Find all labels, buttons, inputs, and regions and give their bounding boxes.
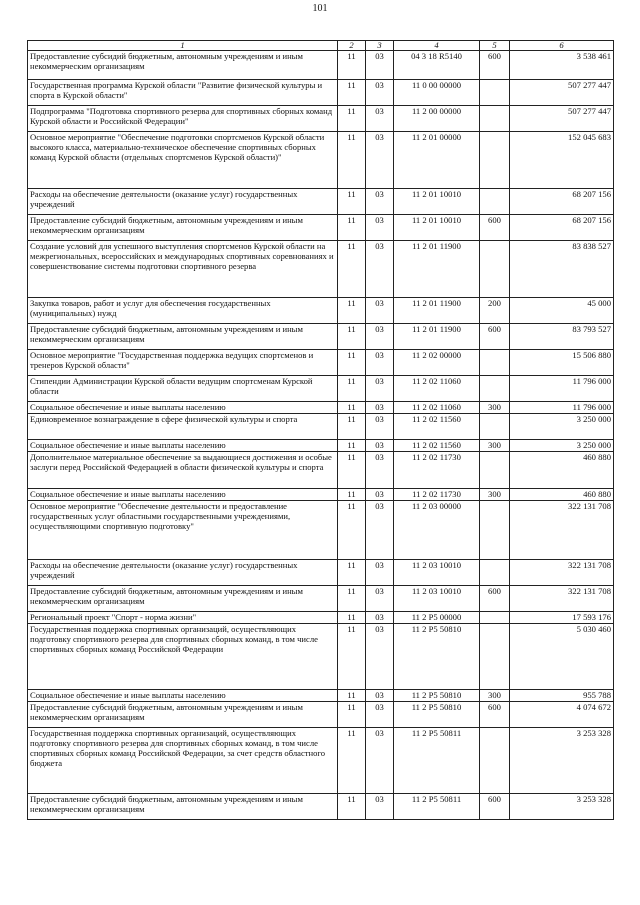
row-section: 11 — [338, 80, 366, 106]
row-amount: 3 250 000 — [510, 414, 614, 440]
row-name: Подпрограмма "Подготовка спортивного резерва для спортивных сборных команд Курской области и Российской Федерации" — [28, 106, 338, 132]
table-row — [28, 241, 614, 298]
page-number: 101 — [312, 3, 328, 14]
row-expense-type — [480, 241, 510, 298]
row-expense-type — [480, 501, 510, 560]
row-amount: 11 796 000 — [510, 376, 614, 402]
row-expense-type — [480, 624, 510, 690]
row-expense-type: 300 — [480, 489, 510, 501]
column-header-section: 2 — [338, 41, 366, 51]
table-row — [28, 586, 614, 612]
row-expense-type: 600 — [480, 51, 510, 80]
row-name: Социальное обеспечение и иные выплаты населению — [28, 690, 338, 702]
row-target-article: 11 2 01 00000 — [394, 132, 480, 189]
row-target-article: 11 2 01 11900 — [394, 324, 480, 350]
row-subsection: 03 — [366, 376, 394, 402]
row-section: 11 — [338, 612, 366, 624]
row-target-article: 11 2 P5 00000 — [394, 612, 480, 624]
row-subsection: 03 — [366, 106, 394, 132]
row-target-article: 11 2 P5 50811 — [394, 728, 480, 794]
table-row — [28, 106, 614, 132]
row-expense-type — [480, 728, 510, 794]
row-subsection: 03 — [366, 501, 394, 560]
row-subsection: 03 — [366, 215, 394, 241]
row-section: 11 — [338, 298, 366, 324]
table-row — [28, 215, 614, 241]
row-amount: 3 253 328 — [510, 728, 614, 794]
row-subsection: 03 — [366, 560, 394, 586]
table-row — [28, 402, 614, 414]
row-subsection: 03 — [366, 452, 394, 489]
row-subsection: 03 — [366, 702, 394, 728]
row-section: 11 — [338, 452, 366, 489]
column-header-target-article: 4 — [394, 41, 480, 51]
row-expense-type — [480, 106, 510, 132]
row-section: 11 — [338, 324, 366, 350]
row-expense-type — [480, 80, 510, 106]
row-subsection: 03 — [366, 489, 394, 501]
row-subsection: 03 — [366, 298, 394, 324]
column-header-subsection: 3 — [366, 41, 394, 51]
row-name: Стипендии Администрации Курской области ведущим спортсменам Курской области — [28, 376, 338, 402]
row-target-article: 11 2 02 11560 — [394, 414, 480, 440]
row-expense-type — [480, 376, 510, 402]
row-subsection: 03 — [366, 624, 394, 690]
row-name: Государственная программа Курской области "Развитие физической культуры и спорта в Курской области" — [28, 80, 338, 106]
row-name: Основное мероприятие "Обеспечение деятельности и предоставление государственных услуг областными государственными учреждениями, осуществляющими спортивную подготовку" — [28, 501, 338, 560]
row-amount: 45 000 — [510, 298, 614, 324]
table-row — [28, 440, 614, 452]
table-row — [28, 51, 614, 80]
row-target-article: 11 2 03 10010 — [394, 560, 480, 586]
row-expense-type — [480, 132, 510, 189]
row-amount: 4 074 672 — [510, 702, 614, 728]
row-expense-type: 300 — [480, 440, 510, 452]
row-amount: 507 277 447 — [510, 80, 614, 106]
row-expense-type: 200 — [480, 298, 510, 324]
row-target-article: 11 2 P5 50810 — [394, 624, 480, 690]
row-section: 11 — [338, 440, 366, 452]
row-name: Закупка товаров, работ и услуг для обеспечения государственных (муниципальных) нужд — [28, 298, 338, 324]
row-amount: 322 131 708 — [510, 560, 614, 586]
row-target-article: 11 2 02 11560 — [394, 440, 480, 452]
row-expense-type: 300 — [480, 690, 510, 702]
row-section: 11 — [338, 376, 366, 402]
row-amount: 322 131 708 — [510, 501, 614, 560]
row-name: Государственная поддержка спортивных организаций, осуществляющих подготовку спортивного резерва для спортивных сборных команд, в том числе спортивных сборных команд Российской Федерации — [28, 624, 338, 690]
row-section: 11 — [338, 402, 366, 414]
row-target-article: 11 2 01 11900 — [394, 298, 480, 324]
row-expense-type: 300 — [480, 402, 510, 414]
row-amount: 11 796 000 — [510, 402, 614, 414]
row-name: Предоставление субсидий бюджетным, автономным учреждениям и иным некоммерческим организациям — [28, 324, 338, 350]
row-amount: 3 250 000 — [510, 440, 614, 452]
row-expense-type: 600 — [480, 215, 510, 241]
row-target-article: 11 2 P5 50811 — [394, 794, 480, 820]
row-amount: 460 880 — [510, 489, 614, 501]
row-section: 11 — [338, 560, 366, 586]
column-header-expense-type: 5 — [480, 41, 510, 51]
row-expense-type: 600 — [480, 324, 510, 350]
row-name: Дополнительное материальное обеспечение за выдающиеся достижения и особые заслуги перед Российской Федерацией в области физической культуры и спорта — [28, 452, 338, 489]
table-row — [28, 414, 614, 440]
row-amount: 68 207 156 — [510, 215, 614, 241]
row-section: 11 — [338, 702, 366, 728]
table-row — [28, 794, 614, 820]
row-section: 11 — [338, 215, 366, 241]
row-amount: 15 506 880 — [510, 350, 614, 376]
row-expense-type — [480, 560, 510, 586]
row-section: 11 — [338, 624, 366, 690]
row-amount: 955 788 — [510, 690, 614, 702]
row-target-article: 11 2 03 10010 — [394, 586, 480, 612]
row-target-article: 11 2 P5 50810 — [394, 690, 480, 702]
row-expense-type: 600 — [480, 586, 510, 612]
row-name: Предоставление субсидий бюджетным, автономным учреждениям и иным некоммерческим организациям — [28, 215, 338, 241]
table-row — [28, 132, 614, 189]
row-name: Социальное обеспечение и иные выплаты населению — [28, 402, 338, 414]
row-name: Предоставление субсидий бюджетным, автономным учреждениям и иным некоммерческим организациям — [28, 586, 338, 612]
row-expense-type: 600 — [480, 794, 510, 820]
row-subsection: 03 — [366, 324, 394, 350]
row-amount: 5 030 460 — [510, 624, 614, 690]
row-name: Расходы на обеспечение деятельности (оказание услуг) государственных учреждений — [28, 189, 338, 215]
row-name: Единовременное вознаграждение в сфере физической культуры и спорта — [28, 414, 338, 440]
row-subsection: 03 — [366, 728, 394, 794]
row-section: 11 — [338, 350, 366, 376]
row-target-article: 11 2 02 11060 — [394, 376, 480, 402]
row-name: Основное мероприятие "Обеспечение подготовки спортсменов Курской области высокого класса, материально-техническое обеспечение спортивных сборных команд Курской области (отдельных спортсменов Курской области)" — [28, 132, 338, 189]
row-section: 11 — [338, 794, 366, 820]
row-section: 11 — [338, 51, 366, 80]
row-name: Предоставление субсидий бюджетным, автономным учреждениям и иным некоммерческим организациям — [28, 51, 338, 80]
row-amount: 507 277 447 — [510, 106, 614, 132]
row-expense-type — [480, 414, 510, 440]
row-amount: 83 793 527 — [510, 324, 614, 350]
table-row — [28, 324, 614, 350]
table-row — [28, 350, 614, 376]
column-header-amount: 6 — [510, 41, 614, 51]
row-target-article: 11 2 01 11900 — [394, 241, 480, 298]
table-row — [28, 560, 614, 586]
row-target-article: 11 2 02 11730 — [394, 489, 480, 501]
row-section: 11 — [338, 489, 366, 501]
row-amount: 17 593 176 — [510, 612, 614, 624]
table-row — [28, 189, 614, 215]
row-section: 11 — [338, 501, 366, 560]
row-amount: 3 538 461 — [510, 51, 614, 80]
table-row — [28, 728, 614, 794]
row-target-article: 11 2 00 00000 — [394, 106, 480, 132]
budget-table — [27, 40, 614, 820]
row-subsection: 03 — [366, 794, 394, 820]
row-subsection: 03 — [366, 612, 394, 624]
row-subsection: 03 — [366, 241, 394, 298]
row-subsection: 03 — [366, 402, 394, 414]
row-subsection: 03 — [366, 189, 394, 215]
table-row — [28, 612, 614, 624]
row-amount: 152 045 683 — [510, 132, 614, 189]
table-header-row — [28, 41, 614, 51]
row-amount: 68 207 156 — [510, 189, 614, 215]
table-row — [28, 376, 614, 402]
row-section: 11 — [338, 586, 366, 612]
row-amount: 460 880 — [510, 452, 614, 489]
table-row — [28, 298, 614, 324]
row-section: 11 — [338, 132, 366, 189]
row-expense-type — [480, 452, 510, 489]
row-target-article: 11 2 01 10010 — [394, 215, 480, 241]
table-row — [28, 501, 614, 560]
column-header-name: 1 — [28, 41, 338, 51]
row-section: 11 — [338, 690, 366, 702]
table-row — [28, 80, 614, 106]
row-name: Региональный проект "Спорт - норма жизни" — [28, 612, 338, 624]
table-row — [28, 624, 614, 690]
table-row — [28, 489, 614, 501]
row-target-article: 11 2 02 11730 — [394, 452, 480, 489]
row-section: 11 — [338, 414, 366, 440]
row-section: 11 — [338, 106, 366, 132]
row-name: Создание условий для успешного выступления спортсменов Курской области на межрегиональных, всероссийских и международных спортивных соревнованиях и совершенствование системы подготовки спортивного резерва — [28, 241, 338, 298]
row-target-article: 11 2 03 00000 — [394, 501, 480, 560]
row-amount: 3 253 328 — [510, 794, 614, 820]
row-section: 11 — [338, 728, 366, 794]
row-subsection: 03 — [366, 350, 394, 376]
row-target-article: 11 2 02 11060 — [394, 402, 480, 414]
row-name: Социальное обеспечение и иные выплаты населению — [28, 489, 338, 501]
row-subsection: 03 — [366, 440, 394, 452]
row-subsection: 03 — [366, 80, 394, 106]
row-name: Основное мероприятие "Государственная поддержка ведущих спортсменов и тренеров Курской области" — [28, 350, 338, 376]
row-expense-type — [480, 189, 510, 215]
row-section: 11 — [338, 241, 366, 298]
row-subsection: 03 — [366, 414, 394, 440]
row-expense-type — [480, 350, 510, 376]
table-row — [28, 702, 614, 728]
row-amount: 83 838 527 — [510, 241, 614, 298]
row-name: Государственная поддержка спортивных организаций, осуществляющих подготовку спортивного резерва для спортивных сборных команд, в том числе спортивных сборных команд Российской Федерации, за счет средств областного бюджета — [28, 728, 338, 794]
row-expense-type: 600 — [480, 702, 510, 728]
row-target-article: 04 3 18 R5140 — [394, 51, 480, 80]
row-name: Предоставление субсидий бюджетным, автономным учреждениям и иным некоммерческим организациям — [28, 794, 338, 820]
row-subsection: 03 — [366, 132, 394, 189]
row-subsection: 03 — [366, 51, 394, 80]
row-expense-type — [480, 612, 510, 624]
row-target-article: 11 0 00 00000 — [394, 80, 480, 106]
row-target-article: 11 2 P5 50810 — [394, 702, 480, 728]
row-subsection: 03 — [366, 586, 394, 612]
row-target-article: 11 2 01 10010 — [394, 189, 480, 215]
row-target-article: 11 2 02 00000 — [394, 350, 480, 376]
row-name: Социальное обеспечение и иные выплаты населению — [28, 440, 338, 452]
table-row — [28, 690, 614, 702]
row-subsection: 03 — [366, 690, 394, 702]
row-amount: 322 131 708 — [510, 586, 614, 612]
row-name: Расходы на обеспечение деятельности (оказание услуг) государственных учреждений — [28, 560, 338, 586]
table-row — [28, 452, 614, 489]
row-name: Предоставление субсидий бюджетным, автономным учреждениям и иным некоммерческим организациям — [28, 702, 338, 728]
row-section: 11 — [338, 189, 366, 215]
